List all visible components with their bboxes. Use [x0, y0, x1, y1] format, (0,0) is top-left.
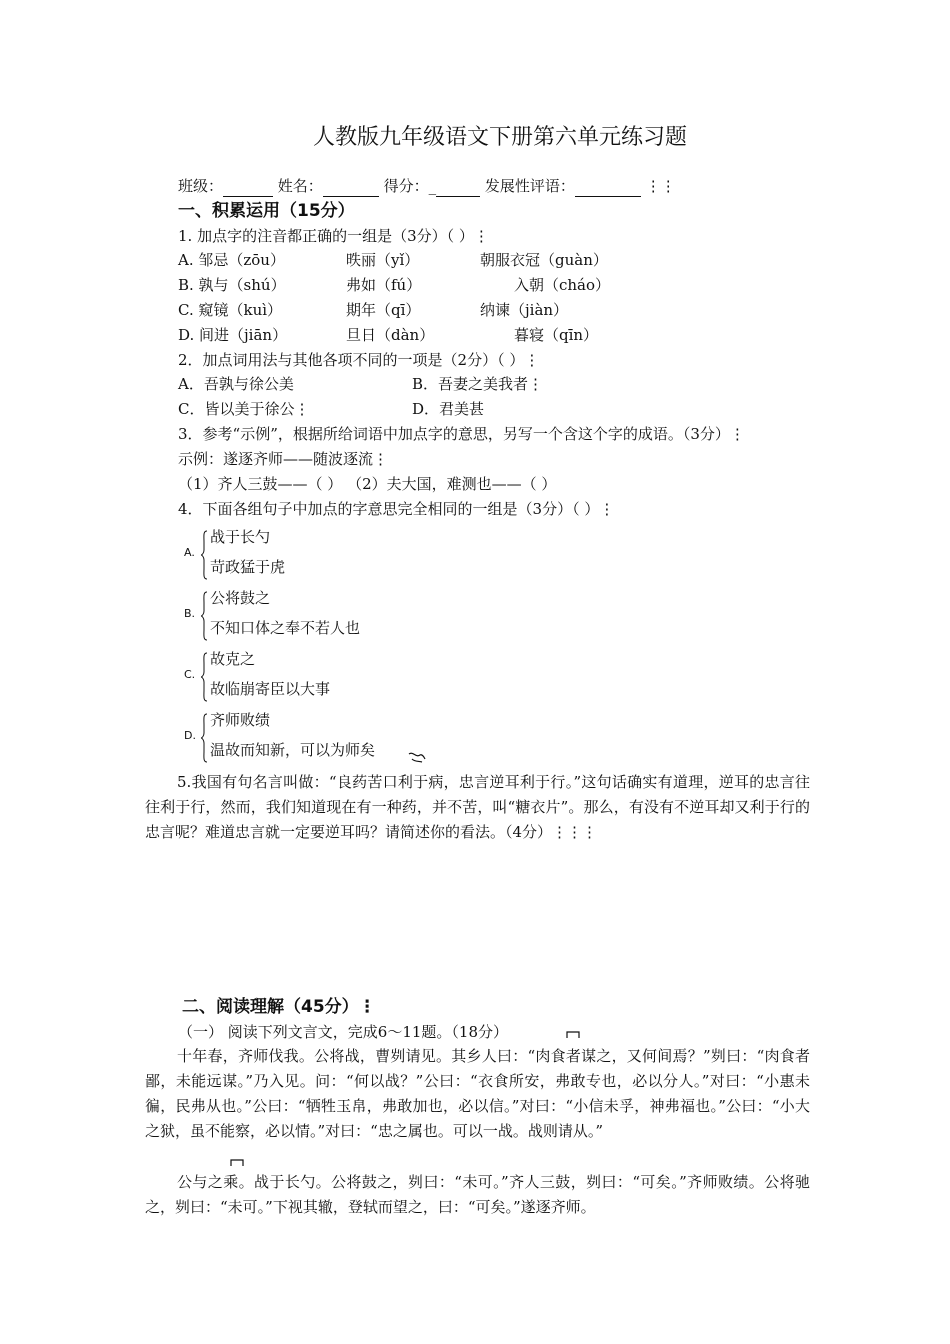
q4-d-sentence-1: 齐师败绩	[210, 711, 271, 729]
q2-option-b: B．吾妻之美我者⋮	[412, 375, 544, 393]
page-title: 人教版九年级语文下册第六单元练习题	[312, 125, 687, 150]
q4-label-c: C.	[184, 668, 196, 681]
q4-stem: 4．下面各组句子中加点的字意思完全相同的一组是（3分）（ ）⋮	[178, 500, 615, 518]
section1-heading: 一、积累运用（15分）	[178, 201, 355, 221]
q2-option-c: C．皆以美于徐公⋮	[178, 400, 310, 418]
q4-a-sentence-2: 苛政猛于虎	[210, 558, 286, 576]
score-blank[interactable]	[436, 176, 480, 197]
info-tail: ⋮⋮	[645, 177, 676, 195]
passage-paragraph-2: 公与之乘。战于长勺。公将鼓之，刿曰：“未可。”齐人三鼓，刿曰：“可矣。”齐师败绩。公将驰之，刿曰：“未可。”下视其辙，登轼而望之，曰：“可矣。”遂逐齐师。	[145, 1173, 810, 1216]
q3-items: （1）齐人三鼓——（ ） （2）夫大国，难测也——（ ）	[178, 475, 557, 493]
q2-option-d: D．君美甚	[412, 400, 485, 418]
q5-text: 5.我国有句名言叫做：“良药苦口利于病，忠言逆耳利于行。”这句话确实有道理，逆耳的忠言往往利于行，然而，我们知道现在有一种药，并不苦，叫“糖衣片”。那么，有没有不逆耳却又利于行的忠言呢？难道忠言就一定要逆耳吗？请简述你的看法。（4分）⋮⋮⋮	[145, 773, 810, 841]
name-blank[interactable]	[323, 176, 379, 197]
q4-option-b	[182, 587, 422, 645]
q2-option-a: A．吾孰与徐公美	[178, 375, 294, 393]
name-label: 姓名：	[277, 177, 323, 195]
q1-a-3: 朝服衣冠（guàn）	[480, 251, 608, 269]
return-mark-icon	[566, 1029, 580, 1039]
q4-c-sentence-2: 故临崩寄臣以大事	[210, 680, 331, 698]
eval-blank[interactable]	[575, 176, 641, 197]
passage-paragraph-1: 十年春，齐师伐我。公将战，曹刿请见。其乡人曰：“肉食者谋之，又何间焉？”刿曰：“肉食者鄙，未能远谋。”乃入见。问：“何以战？”公曰：“衣食所安，弗敢专也，必以分人。”对曰：“小惠未徧，民弗从也。”公曰：“牺牲玉帛，弗敢加也，必以信。”对曰：“小信未孚，神弗福也。”公曰：“小大之狱，虽不能察，必以情。”对曰：“忠之属也。可以一战。战则请从。”	[145, 1047, 810, 1140]
brace-icon	[200, 713, 208, 763]
q4-label-b: B.	[184, 607, 196, 620]
score-mark: _	[428, 177, 437, 195]
q3-stem: 3．参考“示例”，根据所给词语中加点字的意思，另写一个含这个字的成语。（3分）⋮	[178, 425, 745, 443]
score-label: 得分：	[383, 177, 429, 195]
q1-c-3: 纳谏（jiàn）	[480, 301, 569, 319]
eval-label: 发展性评语：	[484, 177, 575, 195]
q1-b-3: 入朝（cháo）	[514, 276, 611, 294]
q1-a-1: A. 邹忌（zōu）	[178, 251, 285, 269]
brace-icon	[200, 530, 208, 580]
q1-d-1: D. 间进（jiān）	[178, 326, 288, 344]
section2-heading: 二、阅读理解（45分）⋮	[182, 997, 376, 1017]
q1-c-1: C. 窥镜（kuì）	[178, 301, 283, 319]
q1-b-1: B. 孰与（shú）	[178, 276, 286, 294]
q1-a-2: 昳丽（yǐ）	[346, 251, 420, 269]
q4-c-sentence-1: 故克之	[210, 650, 256, 668]
q3-example: 示例：遂逐齐师——随波逐流⋮	[178, 450, 389, 468]
brace-icon	[200, 591, 208, 641]
class-label: 班级：	[178, 177, 224, 195]
q4-a-sentence-1: 战于长勺	[210, 528, 271, 546]
student-info-line	[178, 176, 676, 197]
q4-label-d: D.	[184, 729, 196, 742]
q4-option-a	[182, 526, 422, 584]
q1-d-2: 旦日（dàn）	[346, 326, 435, 344]
q2-stem: 2．加点词用法与其他各项不同的一项是（2分）（ ）⋮	[178, 351, 540, 369]
reading-part1-intro: （一） 阅读下列文言文，完成6～11题。（18分）	[178, 1023, 508, 1041]
q4-b-sentence-1: 公将鼓之	[210, 589, 271, 607]
brace-icon	[200, 652, 208, 702]
q1-c-2: 期年（qī）	[346, 301, 421, 319]
q4-b-sentence-2: 不知口体之奉不若人也	[210, 619, 361, 637]
q1-b-2: 弗如（fú）	[346, 276, 422, 294]
q4-option-c	[182, 648, 422, 706]
q4-option-d	[182, 709, 422, 767]
class-blank[interactable]	[223, 176, 273, 197]
q4-d-sentence-2: 温故而知新，可以为师矣	[210, 741, 376, 759]
q1-d-3: 暮寝（qīn）	[514, 326, 599, 344]
q4-label-a: A.	[184, 546, 195, 559]
return-mark-icon	[230, 1157, 244, 1167]
scribble-icon	[408, 750, 426, 764]
q1-stem: 1. 加点字的注音都正确的一组是（3分）（ ）⋮	[178, 227, 489, 245]
